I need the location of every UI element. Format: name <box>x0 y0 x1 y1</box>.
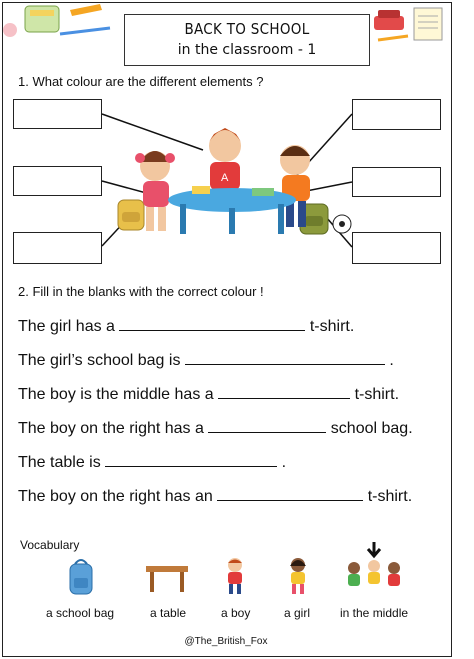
vocab-label-boy: a boy <box>221 606 251 620</box>
sentence-6: The boy on the right has an t-shirt. <box>18 488 413 505</box>
in-the-middle-icon <box>340 540 410 600</box>
svg-text:A: A <box>221 172 229 184</box>
boy-icon <box>220 556 250 596</box>
vocab-label-table: a table <box>150 606 187 620</box>
sentence-4: The boy on the right has a school bag. <box>18 420 413 437</box>
sentence-5: The table is . <box>18 454 287 471</box>
vocab-label-girl: a girl <box>284 606 311 620</box>
table <box>168 186 296 234</box>
school-bag-icon <box>64 556 98 596</box>
question-2: 2. Fill in the blanks with the correct colour ! <box>18 284 264 299</box>
sentence-2: The girl’s school bag is . <box>18 352 394 369</box>
vocabulary-title: Vocabulary <box>20 538 80 552</box>
question-1: 1. What colour are the different elements ? <box>18 74 264 89</box>
sentence-3: The boy is the middle has a t-shirt. <box>18 386 400 403</box>
girl-school-bag <box>118 200 144 230</box>
blank-field[interactable] <box>105 452 277 467</box>
blank-field[interactable] <box>208 418 326 433</box>
blank-field[interactable] <box>218 384 350 399</box>
girl-icon <box>283 556 313 596</box>
blank-field[interactable] <box>185 350 385 365</box>
sentence-1: The girl has a t-shirt. <box>18 318 355 335</box>
blank-field[interactable] <box>119 316 305 331</box>
page-subtitle: in the classroom - 1 <box>177 42 317 58</box>
connector-line <box>102 181 150 194</box>
page-title: BACK TO SCHOOL <box>184 20 310 38</box>
vocab-label-in-the-middle: in the middle <box>340 606 409 620</box>
right-boy-figure <box>280 145 310 227</box>
blank-field[interactable] <box>217 486 363 501</box>
classroom-illustration <box>0 0 452 280</box>
middle-boy-figure <box>209 128 241 190</box>
vocab-label-school-bag: a school bag <box>46 606 115 620</box>
credit-text: @The_British_Fox <box>184 636 268 647</box>
table-icon <box>144 564 190 594</box>
connector-line <box>102 114 203 150</box>
